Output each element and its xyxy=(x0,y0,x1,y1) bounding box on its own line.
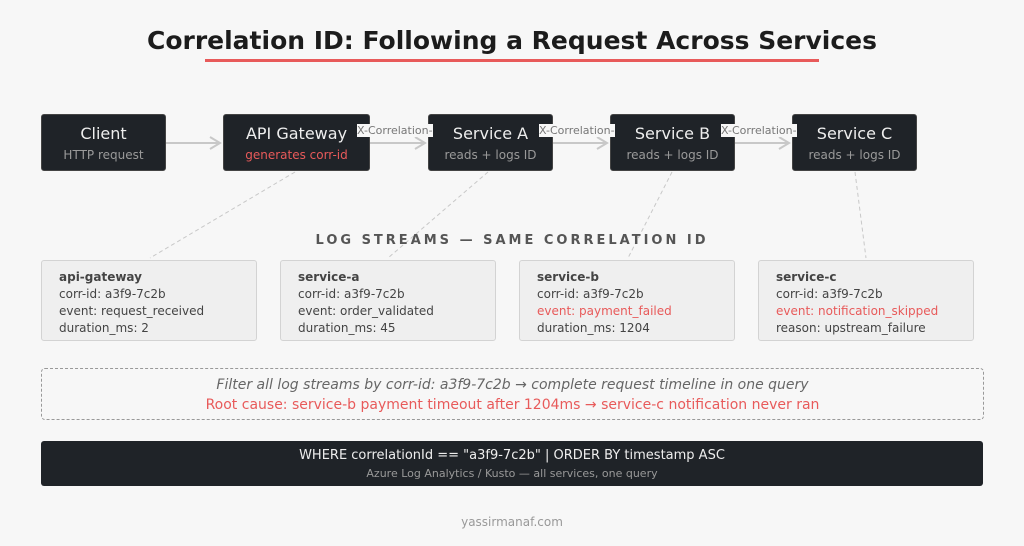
log-line: duration_ms: 45 xyxy=(298,321,396,335)
node-service-b xyxy=(610,114,735,171)
log-line: corr-id: a3f9-7c2b xyxy=(776,287,883,301)
query-bar xyxy=(41,441,983,486)
node-sub: reads + logs ID xyxy=(808,148,901,162)
log-streams-title: LOG STREAMS — SAME CORRELATION ID xyxy=(315,233,709,248)
log-line: corr-id: a3f9-7c2b xyxy=(298,287,405,301)
node-name: Client xyxy=(80,124,127,143)
log-line: event: request_received xyxy=(59,304,205,318)
filter-text: Filter all log streams by corr-id: a3f9-7c2b → complete request timeline in one query xyxy=(216,377,809,393)
query-text: WHERE correlationId == "a3f9-7c2b" | ORDER BY timestamp ASC xyxy=(299,448,725,463)
edge-label: X-Correlation- xyxy=(539,124,615,137)
node-name: Service A xyxy=(452,124,529,143)
filter-note xyxy=(41,368,984,420)
root-cause-text: Root cause: service-b payment timeout after 1204ms → service-c notification never ran xyxy=(205,397,820,413)
node-service-c xyxy=(792,114,917,171)
log-line: corr-id: a3f9-7c2b xyxy=(59,287,166,301)
footer: yassirmanaf.com xyxy=(461,515,563,529)
log-line: event: payment_failed xyxy=(537,304,672,318)
log-line: corr-id: a3f9-7c2b xyxy=(537,287,644,301)
edge-label: X-Correlation- xyxy=(357,124,433,137)
log-name: service-a xyxy=(298,270,360,284)
node-client xyxy=(41,114,166,171)
log-line: event: notification_skipped xyxy=(776,304,939,318)
node-service-a xyxy=(428,114,553,171)
log-name: service-c xyxy=(776,270,837,284)
node-api-gateway xyxy=(223,114,370,171)
log-name: service-b xyxy=(537,270,599,284)
log-card-service-b xyxy=(519,260,735,341)
page-title: Correlation ID: Following a Request Across Services xyxy=(146,26,878,55)
log-name: api-gateway xyxy=(59,270,142,284)
log-line: event: order_validated xyxy=(298,304,434,318)
node-sub: HTTP request xyxy=(63,148,144,162)
node-name: API Gateway xyxy=(245,124,348,143)
node-name: Service B xyxy=(634,124,711,143)
node-sub: generates corr-id xyxy=(245,148,348,162)
log-card-api-gateway xyxy=(41,260,257,341)
query-desc: Azure Log Analytics / Kusto — all services, one query xyxy=(366,467,658,480)
edge-label: X-Correlation- xyxy=(721,124,797,137)
log-card-service-a xyxy=(280,260,496,341)
log-line: duration_ms: 2 xyxy=(59,321,149,335)
log-card-service-c xyxy=(758,260,974,341)
node-sub: reads + logs ID xyxy=(626,148,719,162)
log-line: reason: upstream_failure xyxy=(776,321,926,335)
node-sub: reads + logs ID xyxy=(444,148,537,162)
node-name: Service C xyxy=(816,124,893,143)
log-line: duration_ms: 1204 xyxy=(537,321,650,335)
